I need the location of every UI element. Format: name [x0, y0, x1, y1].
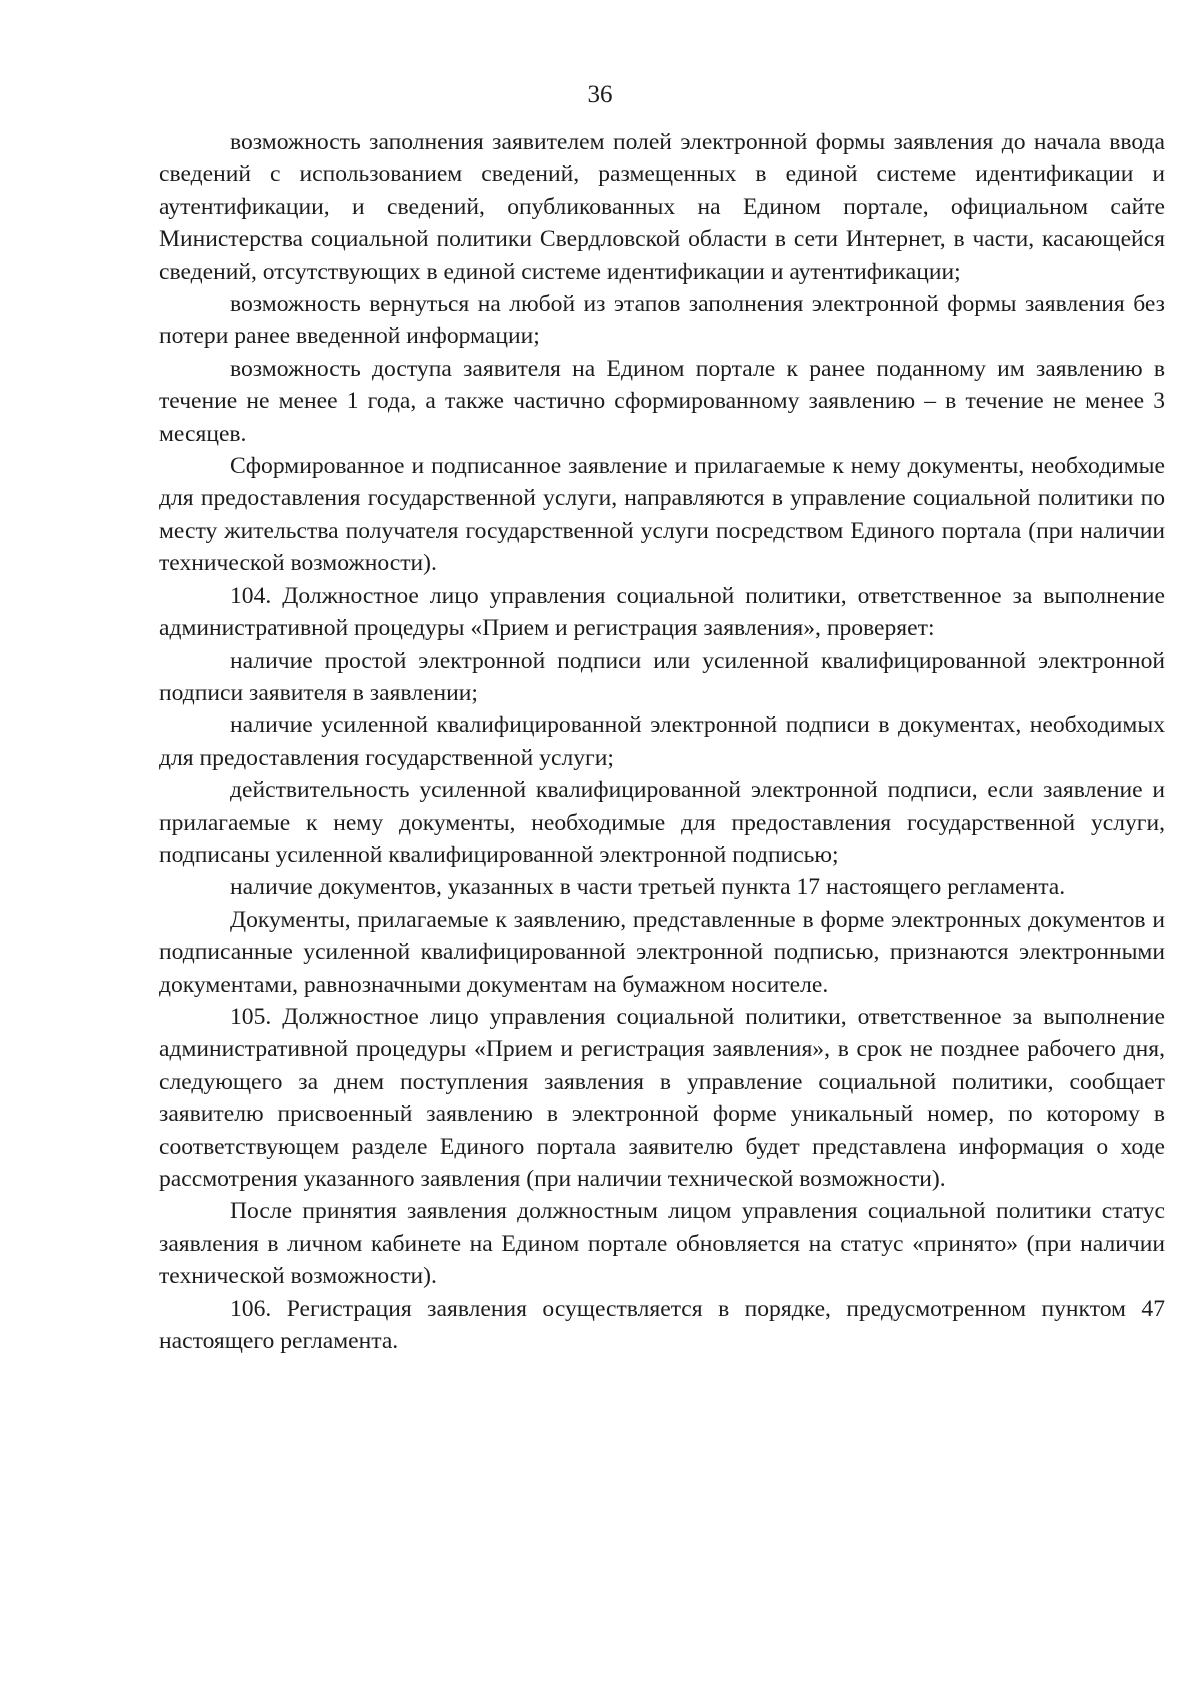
paragraph: Документы, прилагаемые к заявлению, представленные в форме электронных документов и подписанные усиленной квалифицированной электронной подписью, признаются электронными документами, равнозначными документам на бумажном носителе. — [159, 906, 1165, 998]
paragraph-104: 104. Должностное лицо управления социальной политики, ответственное за выполнение административной процедуры «Прием и регистрация заявления», проверяет: — [159, 582, 1165, 642]
paragraph: возможность заполнения заявителем полей электронной формы заявления до начала ввода сведений с использованием сведений, размещенных в единой системе идентификации и аутентификации, и сведений, опубликованных на Едином портале, официальном сайте Министерства социальной политики Свердловской области в сети Интернет, в части, касающейся сведений, отсутствующих в единой системе идентификации и аутентификации; — [159, 129, 1165, 285]
paragraph: Сформированное и подписанное заявление и прилагаемые к нему документы, необходимые для предоставления государственной услуги, направляются в управление социальной политики по месту жительства получателя государственной услуги посредством Единого портала (при наличии технической возможности). — [159, 453, 1165, 577]
page-number: 36 — [587, 81, 613, 108]
paragraph: После принятия заявления должностным лицом управления социальной политики статус заявления в личном кабинете на Едином портале обновляется на статус «принято» (при наличии технической возможности). — [159, 1198, 1165, 1290]
paragraph-106: 106. Регистрация заявления осуществляется в порядке, предусмотренном пунктом 47 настоящего регламента. — [159, 1295, 1165, 1355]
paragraph: возможность вернуться на любой из этапов заполнения электронной формы заявления без потери ранее введенной информации; — [159, 291, 1165, 350]
paragraph-105: 105. Должностное лицо управления социальной политики, ответственное за выполнение административной процедуры «Прием и регистрация заявления», в срок не позднее рабочего дня, следующего за днем поступления заявления в управление социальной политики, сообщает заявителю присвоенный заявлению в электронной форме уникальный номер, по которому в соответствующем разделе Единого портала заявителю будет представлена информация о ходе рассмотрения указанного заявления (при наличии технической возможности). — [159, 1003, 1165, 1192]
paragraph: действительность усиленной квалифицированной электронной подписи, если заявление и прилагаемые к нему документы, необходимые для предоставления государственной услуги, подписаны усиленной квалифицированной электронной подписью; — [159, 777, 1165, 868]
paragraph: наличие простой электронной подписи или усиленной квалифицированной электронной подписи заявителя в заявлении; — [159, 647, 1165, 706]
paragraph: наличие документов, указанных в части третьей пункта 17 настоящего регламента. — [230, 874, 1066, 901]
paragraph: возможность доступа заявителя на Едином портале к ранее поданному им заявлению в течение не менее 1 года, а также частично сформированному заявлению – в течение не менее 3 месяцев. — [159, 355, 1165, 447]
document-body — [159, 126, 1165, 1357]
paragraph: наличие усиленной квалифицированной электронной подписи в документах, необходимых для предоставления государственной услуги; — [159, 712, 1165, 771]
